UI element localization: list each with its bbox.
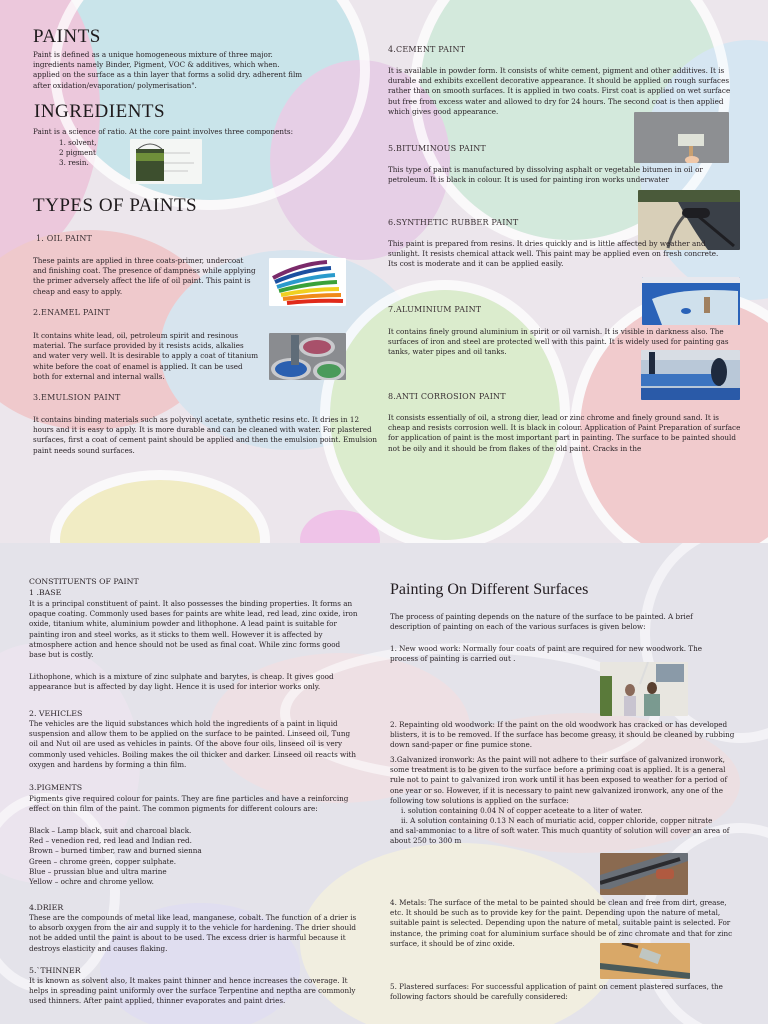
vehicles-body: The vehicles are the liquid substances which hold the ingredients of a paint in liquid suspension and allow them to be applied on the surface to be painted. Linseed oil, Tung oil and Nut oil are used as vehicles in paints. Of the above four oils, linseed oil is very commonly used vehicles. Boiling makes the oil thicker and darker. Linseed oil reacts with oxygen and hardens by forming a thin film. (29, 719, 357, 769)
pigment-item-yellow: Yellow – ochre and chrome yellow. (29, 877, 154, 887)
metals: 4. Metals: The surface of the metal to be painted should be clean and free from dirt, grease, etc. It should be such as to provide key for the paint. Depending upon the nature of metal, suitable paint is selected. Depending upon the nature of metal, suitable paint is selected. For instance, the priming coat for aluminium surface should be of zinc chromate and that for zinc surface, it should be of zinc oxide. (390, 898, 733, 948)
aluminium-paint-body: It contains finely ground aluminium in spirit or oil varnish. It is visible in darkness also. The surfaces of iron and steel are protected well with this paint. It is widely used for painting gas tanks, water pipes and oil tanks. (388, 327, 729, 357)
types-title: TYPES OF PAINTS (33, 195, 198, 216)
cement-paint-image (634, 112, 729, 163)
ingredient-item: 3. resin. (59, 158, 89, 168)
constituents-title: CONSTITUENTS OF PAINT (29, 577, 139, 586)
synthetic-rubber-paint-body: This paint is prepared from resins. It dries quickly and is little affected by weather and sunlight. It resists chemical attack well. This paint may be applied even on fresh concrete. Its cost is moderate and it can be applied easily. (388, 239, 719, 269)
pigments-body: Pigments give required colour for paints. They are fine particles and have a reinforcing effect on thin film of the paint. The common pigments for different colours are: (29, 794, 349, 814)
cement-paint-body: It is available in powder form. It consists of white cement, pigment and other additives. It is durable and exhibits excellent decorative appearance. It should be applied on rough surfaces rather than on smooth surfaces. It is applied in two coats. First coat is applied on wet surface but free from excess water and allowed to dry for 24 hours. The second coat is then applied which gives good appearance. (388, 66, 731, 116)
new-wood-work-image (600, 662, 688, 716)
paints-definition: Paint is defined as a unique homogeneous mixture of three major. ingredients namely Binder, Pigment, VOC & additives, which when. applied on the surface as a thin layer that forms a solid dry. adherent film after oxidation/evaporation/ polymerisation". (33, 50, 303, 90)
repainting-old-woodwork: 2. Repainting old woodwork: If the paint on the old woodwork has cracked or has developed blisters, it is to be removed. If the surface has become greasy, it should be cleaned by rubbing down sand-paper or fine pumice stone. (390, 720, 735, 750)
oil-paint-image (269, 258, 346, 306)
enamel-paint-body: It contains white lead, oil, petroleum spirit and resinous material. The surface provided by it resists acids, alkalies and water very well. It is desirable to apply a coat of titanium white before the coat of enamel is applied. It can be used both for external and internal walls. (33, 331, 259, 381)
paints-title: PAINTS (33, 26, 101, 47)
galvanized-ironwork-image (600, 853, 688, 895)
pigment-item-black: Black – Lamp black, suit and charcoal black. (29, 826, 192, 835)
base-body: It is a principal constituent of paint. It also possesses the binding properties. It forms an opaque coating. Commonly used bases for paints are white lead, red lead, zinc oxide, iron oxide, titanium white, aluminium powder and lithophone. A lead paint is suitable for painting iron and steel works, as it sticks to them well. However it is affected by atmosphere action and hence should not be used as final coat. While zinc forms good base but is costly. (29, 599, 358, 660)
bg-can-rim (50, 470, 270, 543)
aluminium-paint-image (641, 350, 740, 400)
aluminium-paint-heading: 7.ALUMINIUM PAINT (388, 305, 482, 314)
base-heading: 1 .BASE (29, 588, 62, 597)
drier-heading: 4.DRIER (29, 903, 64, 912)
galvanized-ironwork: 3.Galvanized ironwork: As the paint will not adhere to their surface of galvanized ironwork, some treatment is to be given to the surface before a priming coat is applied. It is a general rule not to paint to galvanized iron work until it has been exposed to weather for a period of one year or so. However, if it is necessary to paint new galvanized ironwork, any one of the following tow solutions is applied on the surface: (390, 755, 728, 805)
pigment-item-green: Green – chrome green, copper sulphate. (29, 856, 177, 866)
pigment-item-brown: Brown – burned timber, raw and burned sienna (29, 846, 202, 856)
pigments-heading: 3.PIGMENTS (29, 783, 83, 792)
ingredients-intro: Paint is a science of ratio. At the core paint involves three components: (33, 127, 294, 136)
galvanized-solution-2: ii. A solution containing 0.13 N each of muriatic acid, copper chloride, copper nitrate (401, 816, 713, 825)
ingredient-item: 2 pigment (59, 148, 96, 158)
new-wood-work: 1. New wood work: Normally four coats of paint are required for new woodwork. The process of painting is carried out . (390, 644, 702, 664)
oil-paint-body: These paints are applied in three coats-primer, undercoat and finishing coat. The presence of dampness while applying the primer adversely affect the life of oil paint. This paint is cheap and easy to apply. (33, 256, 256, 296)
galvanized-solution-1: i. solution containing 0.04 N of copper aceteate to a liter of water. (401, 806, 643, 815)
ingredients-title: INGREDIENTS (34, 101, 166, 122)
thinner-heading: 5.`THINNER (29, 966, 81, 975)
galvanized-solution-2-cont: and sal-ammoniac to a litre of soft water. This much quantity of solution will cover an area of about 250 to 300 m (390, 826, 730, 846)
oil-paint-heading: 1. OIL PAINT (36, 234, 93, 243)
thinner-body: It is known as solvent also, It makes paint thinner and hence increases the coverage. It helps in spreading paint uniformly over the surface Terpentine and neptha are commonly used thinners. After paint applied, thinner evaporates and paint dries. (29, 976, 356, 1006)
page-2 (0, 543, 768, 1024)
enamel-paint-image (269, 333, 346, 380)
emulsion-paint-body: It contains binding materials such as polyvinyl acetate, synthetic resins etc. It dries in 12 hours and it is easy to apply. It is more durable and can be cleaned with water. For plastered surfaces, first a coat of cement paint should be applied and then the emulsion point. Emulsion paint needs sound surfaces. (33, 415, 377, 455)
plastered-surfaces: 5. Plastered surfaces: For successful application of paint on cement plastered surfaces, the following factors should be carefully considered: (390, 982, 723, 1002)
synthetic-rubber-paint-heading: 6.SYNTHETIC RUBBER PAINT (388, 218, 519, 227)
surfaces-title: Painting On Different Surfaces (390, 581, 589, 598)
emulsion-paint-heading: 3.EMULSION PAINT (33, 393, 121, 402)
cement-paint-heading: 4.CEMENT PAINT (388, 45, 466, 54)
pigments-list (29, 826, 202, 887)
metals-image (600, 943, 690, 979)
bg-can-rim (320, 280, 570, 543)
drier-body: These are the compounds of metal like lead, manganese, cobalt. The function of a drier is to absorb oxygen from the air and supply it to the vehicle for hardening. The drier should not be added until the paint is about to be used. The excess drier is harmful because it destroys elasticity and causes flaking. (29, 913, 357, 953)
paint-can-diagram-image (130, 139, 202, 184)
enamel-paint-heading: 2.ENAMEL PAINT (33, 308, 110, 317)
anti-corrosion-paint-body: It consists essentially of oil, a strong dier, lead or zinc chrome and finely ground sand. It is cheap and resists corrosion well. It is black in colour. Application of Paint Preparation of surface for application of paint is the most important part in painting. The surface to be painted should not be oily and it should be from flakes of the old paint. Cracks in the (388, 413, 741, 453)
ingredient-item: 1. solvent, (59, 138, 97, 147)
anti-corrosion-paint-heading: 8.ANTI CORROSION PAINT (388, 392, 506, 401)
ingredients-list (59, 138, 97, 169)
base-body-lithophone: Lithophone, which is a mixture of zinc sulphate and barytes, is cheap. It gives good appearance but is affected by day light. Hence it is used for interior works only. (29, 672, 334, 692)
pigment-item-red: Red – venedion red, red lead and Indian red. (29, 836, 192, 846)
bituminous-paint-heading: 5.BITUMINOUS PAINT (388, 144, 486, 153)
surfaces-intro: The process of painting depends on the nature of the surface to be painted. A brief description of painting on each of the various surfaces is given below: (390, 612, 693, 632)
vehicles-heading: 2. VEHICLES (29, 709, 83, 718)
bituminous-paint-body: This type of paint is manufactured by dissolving asphalt or vegetable bitumen in oil or petroleum. It is black in colour. It is used for painting iron works underwater (388, 165, 703, 185)
synthetic-rubber-paint-image (642, 277, 740, 325)
pigment-item-blue: Blue – prussian blue and ultra marine (29, 866, 167, 876)
